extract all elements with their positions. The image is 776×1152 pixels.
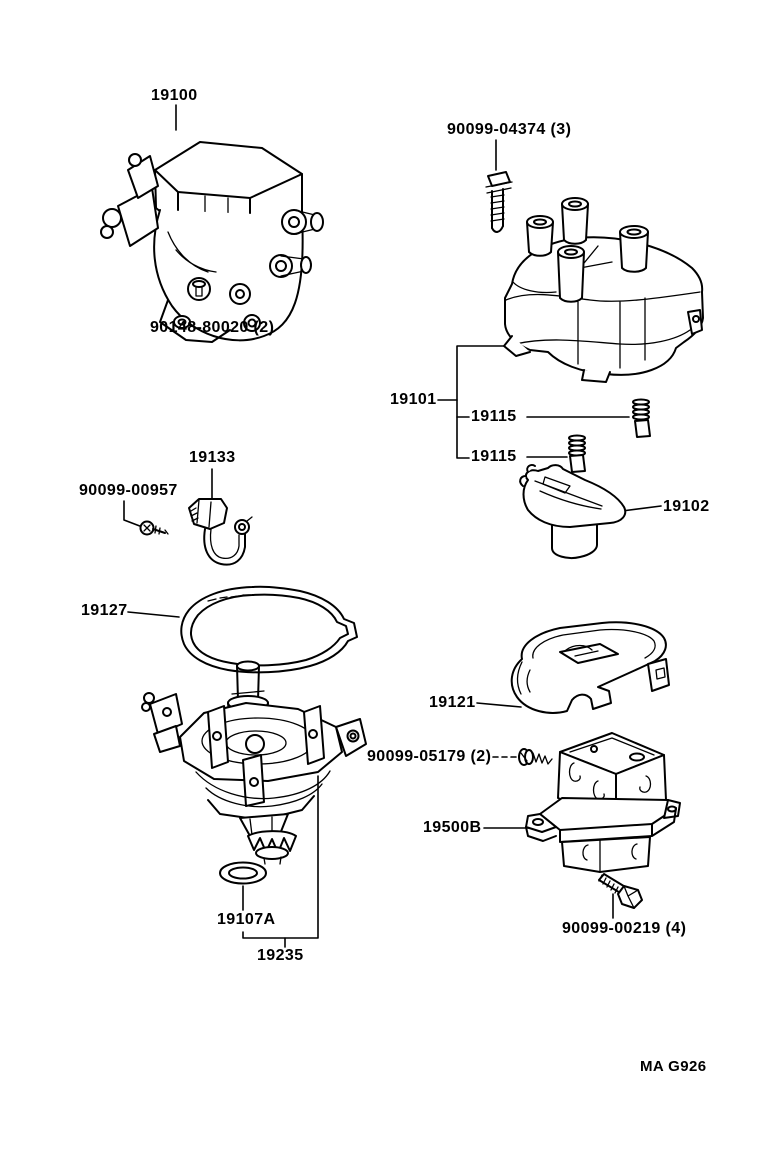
part-label-19101: 19101 <box>390 391 437 408</box>
part-label-19127: 19127 <box>81 602 128 619</box>
part-label-19107A: 19107A <box>217 911 276 928</box>
part-label-19133: 19133 <box>189 449 236 466</box>
carbon-point-upper-drawing <box>633 400 650 438</box>
part-label-19235: 19235 <box>257 947 304 964</box>
page-code: MA G926 <box>640 1058 707 1075</box>
part-label-19500B: 19500B <box>423 819 482 836</box>
condenser-drawing <box>189 499 252 565</box>
screw-00957-drawing <box>141 522 169 535</box>
dust-cover-drawing <box>512 622 669 713</box>
screw-05179-drawing <box>519 749 552 765</box>
cap-tower <box>527 216 553 256</box>
cap-tower <box>620 226 648 272</box>
rotor-drawing <box>520 465 625 558</box>
part-label-90099-05179: 90099-05179 (2) <box>367 748 492 765</box>
part-label-90148-80020: 90148-80020 (2) <box>150 319 275 336</box>
cap-bolt-drawing <box>486 172 512 232</box>
part-label-19115-lower: 19115 <box>471 448 517 465</box>
distributor-cap-drawing <box>504 198 703 382</box>
part-label-90099-00957: 90099-00957 <box>79 482 178 499</box>
o-ring-drawing <box>220 863 266 884</box>
part-label-19100: 19100 <box>151 87 198 104</box>
cap-tower <box>562 198 588 244</box>
housing-drawing <box>142 662 366 865</box>
screw-90148-drawing <box>188 278 210 300</box>
coil-bolt-drawing <box>599 874 642 908</box>
part-label-90099-04374: 90099-04374 (3) <box>447 121 572 138</box>
distributor-assembly-drawing <box>101 142 323 342</box>
part-label-19102: 19102 <box>663 498 710 515</box>
cap-tower <box>558 246 584 302</box>
gasket-drawing <box>181 587 357 673</box>
carbon-point-lower-drawing <box>569 436 585 473</box>
part-label-90099-00219: 90099-00219 (4) <box>562 920 687 937</box>
ignition-coil-drawing <box>526 733 680 872</box>
part-label-19121: 19121 <box>429 694 476 711</box>
part-label-19115-upper: 19115 <box>471 408 517 425</box>
